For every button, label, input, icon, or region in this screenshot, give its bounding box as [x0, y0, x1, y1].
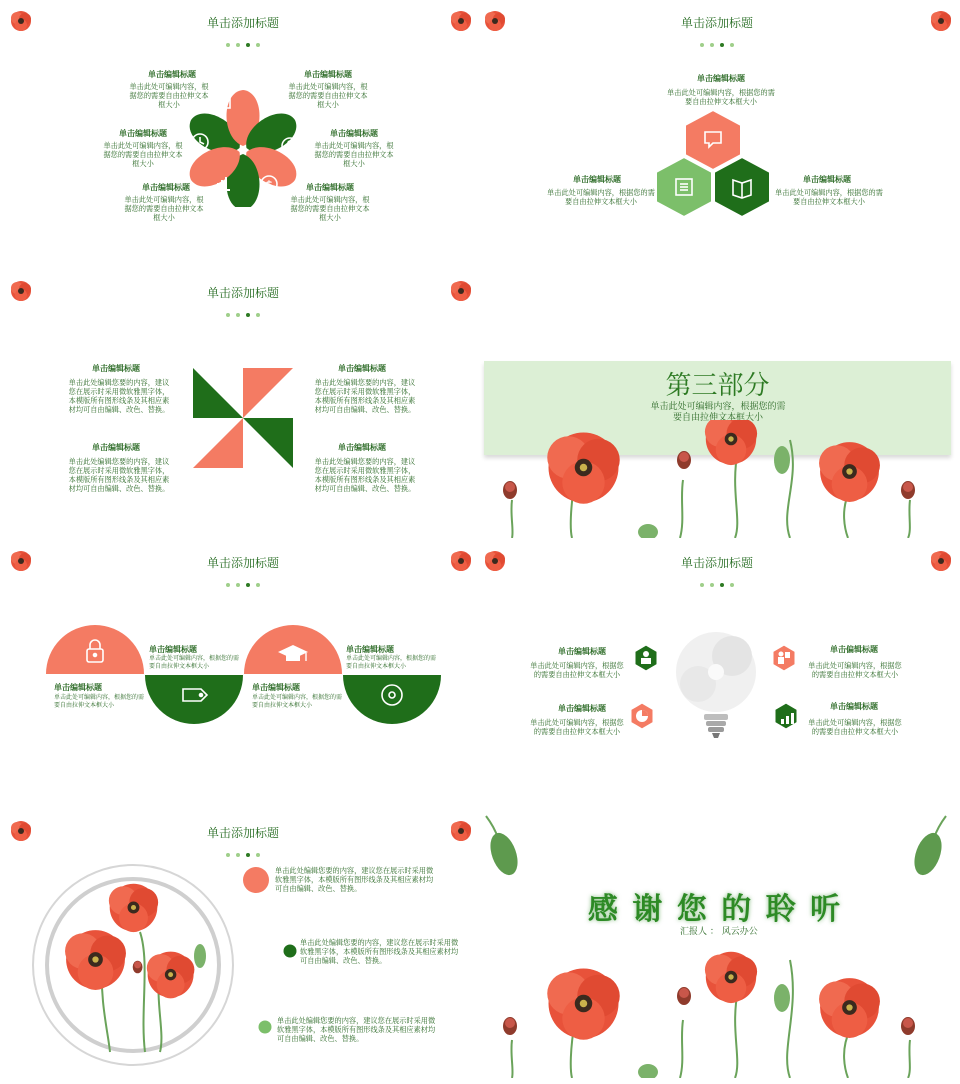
poppy-field-illustration	[480, 950, 960, 1078]
block-heading[interactable]: 单击编辑标题	[92, 364, 140, 373]
block-text[interactable]: 单击此处可编辑内容，根据您的需要自由拉伸文本框大小	[667, 88, 775, 106]
block-text[interactable]: 单击此处可编辑内容，根据您的需要自由拉伸文本框大小	[775, 188, 883, 206]
slide-title[interactable]: 单击添加标题	[680, 16, 753, 30]
slide-7	[0, 810, 480, 1078]
title-dots	[480, 32, 960, 51]
block-heading[interactable]: 单击编辑标题	[304, 70, 352, 79]
block-text[interactable]: 单击此处可编辑内容，根据您的需要自由拉伸文本框大小	[346, 655, 437, 670]
block-text[interactable]: 单击此处编辑您要的内容，建议您在展示时采用微软雅黑字体，本模版所有图形线条及其相应素材均可自由编辑、改色、替换。	[314, 457, 416, 493]
title-dots	[0, 32, 480, 51]
block-heading[interactable]: 单击编辑标题	[54, 683, 102, 692]
title-dots	[480, 572, 960, 591]
block-heading[interactable]: 单击编辑标题	[558, 647, 606, 656]
hexagon-diagram	[652, 108, 774, 220]
block-heading[interactable]: 单击编辑标题	[92, 443, 140, 452]
circle-photo-frame	[30, 862, 236, 1068]
block-heading[interactable]: 单击编辑标题	[830, 702, 878, 711]
bullet-text[interactable]: 单击此处编辑您要的内容，建议您在展示时采用微软雅黑字体，本模版所有图形线条及其相应素材均可自由编辑、改色、替换。	[300, 938, 459, 965]
block-text[interactable]: 单击此处编辑您要的内容，建议您在展示时采用微软雅黑字体，本模版所有图形线条及其相应素材均可自由编辑、改色、替换。	[68, 457, 170, 493]
light-green-bullet-dot	[258, 1020, 272, 1034]
slide-1	[0, 0, 480, 268]
section-subtitle[interactable]: 单击此处可编辑内容，根据您的需要自由拉伸文本框大小	[650, 402, 786, 423]
block-heading[interactable]: 单击编辑标题	[338, 364, 386, 373]
block-heading[interactable]: 单击编辑标题	[697, 74, 745, 83]
block-heading[interactable]: 单击编辑标题	[306, 183, 354, 192]
title-dots	[0, 302, 480, 321]
block-text[interactable]: 单击此处编辑您要的内容，建议您在展示时采用微软雅黑字体，本模版所有图形线条及其相应素材均可自由编辑、改色、替换。	[68, 378, 170, 414]
pinwheel-graphic	[193, 368, 295, 470]
section-title[interactable]: 第三部分	[665, 371, 770, 401]
seed-pod-left	[482, 814, 522, 884]
bullet-text[interactable]: 单击此处编辑您要的内容，建议您在展示时采用微软雅黑字体，本模版所有图形线条及其相应素材均可自由编辑、改色、替换。	[277, 1016, 436, 1043]
team-icon	[262, 98, 279, 112]
block-text[interactable]: 单击此处可编辑内容，根据您的需要自由拉伸文本框大小	[530, 661, 624, 679]
thanks-title[interactable]: 感 谢 您 的 聆 听	[587, 892, 843, 927]
block-heading[interactable]: 单击编辑标题	[338, 443, 386, 452]
block-text[interactable]: 单击此处可编辑内容，根据您的需要自由拉伸文本框大小	[252, 694, 343, 709]
block-heading[interactable]: 单击编辑标题	[803, 175, 851, 184]
block-text[interactable]: 单击此处可编辑内容，根据您的需要自由拉伸文本框大小	[149, 655, 240, 670]
block-text[interactable]: 单击此处可编辑内容，根据您的需要自由拉伸文本框大小	[290, 195, 370, 222]
block-heading[interactable]: 单击编辑标题	[148, 70, 196, 79]
block-text[interactable]: 单击此处可编辑内容，根据您的需要自由拉伸文本框大小	[288, 82, 368, 109]
slide-title[interactable]: 单击添加标题	[206, 16, 279, 30]
seed-pod-right	[910, 814, 950, 884]
block-text[interactable]: 单击此处可编辑内容，根据您的需要自由拉伸文本框大小	[547, 188, 655, 206]
semicircle-diagram	[46, 625, 442, 745]
block-text[interactable]: 单击此处可编辑内容，根据您的需要自由拉伸文本框大小	[103, 141, 183, 168]
block-text[interactable]: 单击此处可编辑内容，根据您的需要自由拉伸文本框大小	[530, 718, 624, 736]
block-heading[interactable]: 单击编辑标题	[252, 683, 300, 692]
reporter-line[interactable]: 汇报人 ： 风云办公	[680, 927, 758, 937]
block-text[interactable]: 单击此处可编辑内容，根据您的需要自由拉伸文本框大小	[54, 694, 145, 709]
slide-title[interactable]: 单击添加标题	[206, 556, 279, 570]
svg-text:$: $	[265, 178, 273, 191]
gear-person-icon	[282, 138, 298, 154]
block-heading[interactable]: 单击编辑标题	[142, 183, 190, 192]
slide-5	[0, 540, 480, 808]
block-heading[interactable]: 单击编辑标题	[330, 129, 378, 138]
block-text[interactable]: 单击此处可编辑内容，根据您的需要自由拉伸文本框大小	[808, 661, 902, 679]
block-heading[interactable]: 单击编辑标题	[558, 704, 606, 713]
title-dots	[0, 572, 480, 591]
bullet-text[interactable]: 单击此处编辑您要的内容，建议您在展示时采用微软雅黑字体，本模版所有图形线条及其相应素材均可自由编辑、改色、替换。	[275, 866, 434, 893]
block-text[interactable]: 单击此处编辑您要的内容，建议您在展示时采用微软雅黑字体，本模版所有图形线条及其相应素材均可自由编辑、改色、替换。	[314, 378, 416, 414]
coral-bullet-dot	[242, 866, 270, 894]
slide-title[interactable]: 单击添加标题	[206, 826, 279, 840]
green-bullet-dot	[283, 944, 297, 958]
slide-title[interactable]: 单击添加标题	[680, 556, 753, 570]
poppy-field-illustration	[480, 420, 960, 538]
block-heading[interactable]: 单击编辑标题	[119, 129, 167, 138]
block-heading[interactable]: 单击编辑标题	[346, 645, 394, 654]
slide-2	[480, 0, 960, 268]
slide-3	[0, 270, 480, 538]
slide-title[interactable]: 单击添加标题	[206, 286, 279, 300]
block-heading[interactable]: 单击偏辑标题	[830, 645, 878, 654]
block-text[interactable]: 单击此处可编辑内容，根据您的需要自由拉伸文本框大小	[124, 195, 204, 222]
pie-chart-icon	[636, 710, 648, 722]
block-text[interactable]: 单击此处可编辑内容，根据您的需要自由拉伸文本框大小	[129, 82, 209, 109]
block-text[interactable]: 单击此处可编辑内容，根据您的需要自由拉伸文本框大小	[808, 718, 902, 736]
block-text[interactable]: 单击此处可编辑内容，根据您的需要自由拉伸文本框大小	[314, 141, 394, 168]
slide-6	[480, 540, 960, 808]
block-heading[interactable]: 单击编辑标题	[573, 175, 621, 184]
title-dots	[0, 842, 480, 861]
block-heading[interactable]: 单击编辑标题	[149, 645, 197, 654]
lightbulb-gears-graphic	[626, 626, 806, 756]
slide-4	[480, 270, 960, 538]
slide-8	[480, 810, 960, 1078]
